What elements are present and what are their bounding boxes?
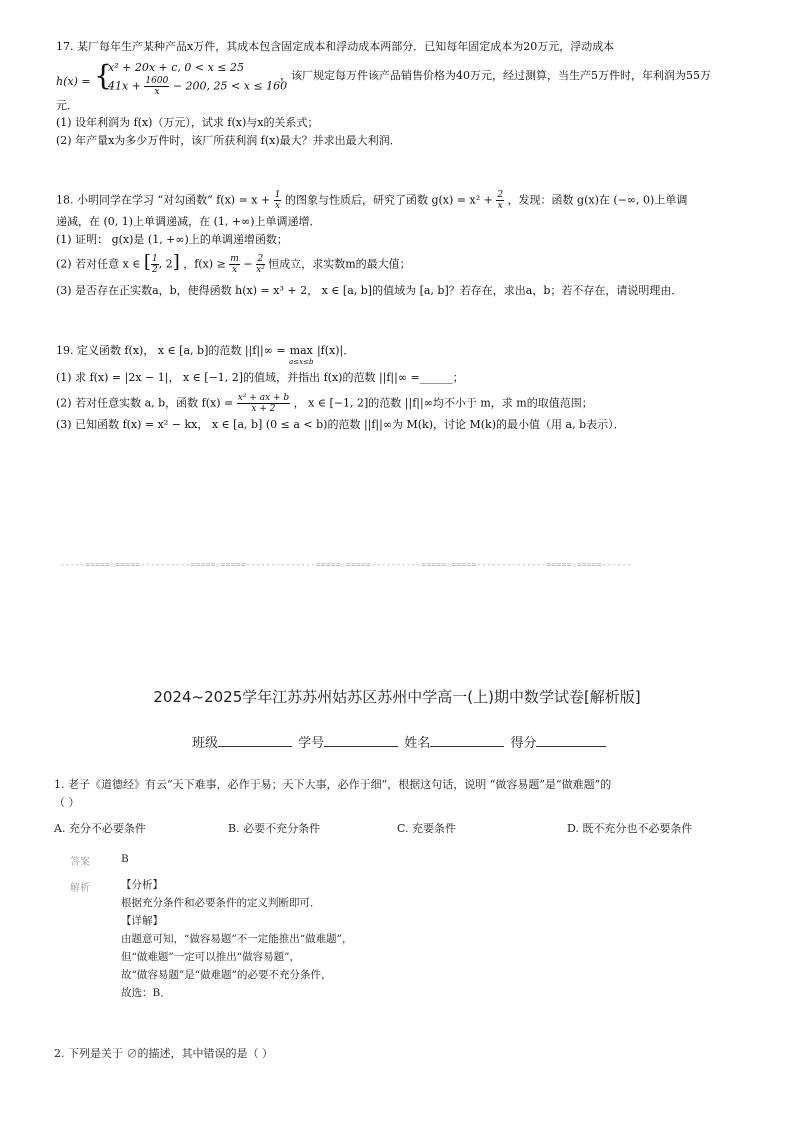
q19-line1-a: 19. 定义函数 f(x)， x ∈ [a, b]的范数 ||f||∞ = — [56, 344, 286, 357]
q17-part1: (1) 设年利润为 f(x)（万元），试求 f(x)与x的关系式； — [56, 116, 319, 129]
q18-part2-a: (2) 若对任意 x ∈ — [56, 257, 141, 271]
brace-icon: { — [94, 59, 112, 92]
q1-option-d: D. 既不充分也不必要条件 — [567, 822, 693, 835]
bracket-right-icon: ] — [172, 251, 180, 273]
analysis-line-4: 由题意可知，“做容易题”不一定能推出“做难题”， — [121, 933, 353, 945]
q18-line2: 递减，在 (0, 1)上单调递减，在 (1, +∞)上单调递增． — [56, 215, 321, 228]
q18-interval-den: 2 — [151, 265, 158, 275]
q1-stem: 1. 老子《道德经》有云“天下难事，必作于易；天下大事，必作于细”，根据这句话，说明 “做容易题”是“做难题”的 — [54, 778, 612, 791]
q18-frac1 — [274, 190, 282, 211]
q1-option-a: A. 充分不必要条件 — [54, 822, 146, 835]
q18-frac1-num: 1 — [274, 190, 281, 200]
q19-part2 — [56, 393, 593, 414]
q18-line1-c: ，发现：函数 g(x)在 (−∞, 0)上单调 — [507, 193, 688, 207]
score-label: 得分 — [510, 736, 537, 751]
student-id-label: 学号 — [298, 736, 325, 751]
answer-value: B — [121, 853, 129, 865]
analysis-line-1: 【分析】 — [121, 879, 163, 891]
q17-line3: 元． — [56, 99, 78, 112]
q19-max-text: max — [289, 344, 313, 357]
q18-interval-frac — [151, 254, 159, 275]
q19-max-sub: a≤x≤b — [289, 358, 314, 366]
q17-line1: 17. 某厂每年生产某种产品x万件，其成本包含固定成本和浮动成本两部分．已知每年固定成本为20万元，浮动成本 — [56, 40, 615, 53]
q17-piecewise — [56, 59, 112, 92]
q1-option-b: B. 必要不充分条件 — [228, 822, 321, 835]
name-field[interactable] — [430, 734, 504, 747]
q18-part2-d: − — [243, 257, 253, 271]
bracket-left-icon: [ — [143, 251, 151, 273]
analysis-line-3: 【详解】 — [121, 915, 163, 927]
q18-part2-frac — [229, 254, 240, 275]
analysis-line-5: 但“做难题”一定可以推出“做容易题”， — [121, 951, 300, 963]
q18-frac2-num: 2 — [497, 190, 504, 200]
q18-line1-b: 的图象与性质后，研究了函数 g(x) = x² + — [284, 193, 493, 207]
q18-part2-frac-den: x — [232, 265, 238, 275]
student-id-field[interactable] — [324, 734, 398, 747]
q18-part2 — [56, 251, 411, 275]
analysis-label: 解析 — [70, 883, 90, 894]
q18-part1: (1) 证明： g(x)是 (1, +∞)上的单调递增函数； — [56, 233, 288, 246]
student-info-line — [192, 732, 608, 751]
q19-max — [289, 344, 313, 367]
q2-stem: 2. 下列是关于 ∅的描述，其中错误的是（ ） — [54, 1047, 273, 1060]
page-title: 2024~2025学年江苏苏州姑苏区苏州中学高一(上)期中数学试卷[解析版] — [153, 688, 641, 706]
name-label: 姓名 — [404, 736, 431, 751]
q18-line1-a: 18. 小明同学在学习 “对勾函数” f(x) = x + — [56, 193, 271, 207]
q19-part2-a: (2) 若对任意实数 a, b，函数 f(x) = — [56, 396, 234, 410]
score-field[interactable] — [536, 734, 606, 747]
q17-frac-den: x — [154, 87, 160, 97]
q19-frac-den: x + 2 — [251, 404, 276, 414]
q18-part2-c: ，f(x) ≥ — [183, 257, 226, 271]
q18-frac2 — [496, 190, 504, 211]
q18-frac1-den: x — [275, 201, 281, 211]
q19-part1: (1) 求 f(x) = |2x − 1|， x ∈ [−1, 2]的值域，并指出 f(x)的范数 ||f||∞ =______； — [56, 371, 464, 384]
q18-line1 — [56, 190, 687, 211]
q17-case2-a: 41x + — [108, 79, 141, 93]
analysis-line-2: 根据充分条件和必要条件的定义判断即可． — [121, 897, 321, 909]
q17-case1: x² + 20x + c, 0 < x ≤ 25 — [108, 61, 245, 74]
q18-interval-num: 1 — [151, 254, 158, 264]
q18-part2-frac2 — [256, 254, 265, 275]
q19-part3: (3) 已知函数 f(x) = x² − kx， x ∈ [a, b] (0 ≤ a < b)的范数 ||f||∞为 M(k)，讨论 M(k)的最小值（用 a, b表示）． — [56, 418, 625, 431]
q19-part2-frac — [237, 393, 290, 414]
q17-case2-b: − 200, 25 < x ≤ 160 — [172, 79, 288, 93]
q18-part2-frac2-num: 2 — [257, 254, 264, 264]
page-separator: -----=====☆=====----------=====☆=====--------------=====☆=====----------=====☆=====--------------=====☆=====------ — [60, 560, 632, 569]
analysis-line-6: 故“做容易题”是“做难题”的必要不充分条件， — [121, 969, 332, 981]
analysis-line-7: 故选：B． — [121, 987, 171, 999]
q17-part2: (2) 年产量x为多少万件时，该厂所获利润 f(x)最大？并求出最大利润． — [56, 134, 401, 147]
q1-paren: （ ） — [54, 796, 80, 809]
q18-part2-frac2-den: x² — [256, 265, 265, 275]
q19-part2-b: ， x ∈ [−1, 2]的范数 ||f||∞均不小于 m，求 m的取值范围； — [293, 396, 593, 410]
answer-label: 答案 — [70, 857, 90, 868]
q17-line2-rest: ，该厂规定每万件该产品销售价格为40万元，经过测算，当生产5万件时，年利润为55万 — [280, 69, 711, 82]
q17-hx: h(x) = — [56, 75, 91, 88]
class-field[interactable] — [218, 734, 292, 747]
q17-frac-num: 1600 — [145, 76, 169, 86]
q19-line1 — [56, 344, 354, 367]
q18-part3: (3) 是否存在正实数a，b，使得函数 h(x) = x³ + 2， x ∈ [a, b]的值域为 [a, b]？若存在，求出a，b；若不存在，请说明理由． — [56, 284, 683, 297]
q1-option-c: C. 充要条件 — [397, 822, 457, 835]
class-label: 班级 — [192, 736, 219, 751]
q18-frac2-den: x — [497, 201, 503, 211]
q17-case2-frac — [144, 76, 169, 97]
q19-frac-num: x² + ax + b — [237, 393, 290, 403]
q18-part2-e: 恒成立，求实数m的最大值； — [268, 257, 411, 271]
q17-case2 — [108, 76, 287, 97]
q18-part2-b: , 2 — [158, 257, 173, 271]
q18-part2-frac-num: m — [230, 254, 239, 264]
q19-line1-b: |f(x)|． — [316, 344, 355, 357]
